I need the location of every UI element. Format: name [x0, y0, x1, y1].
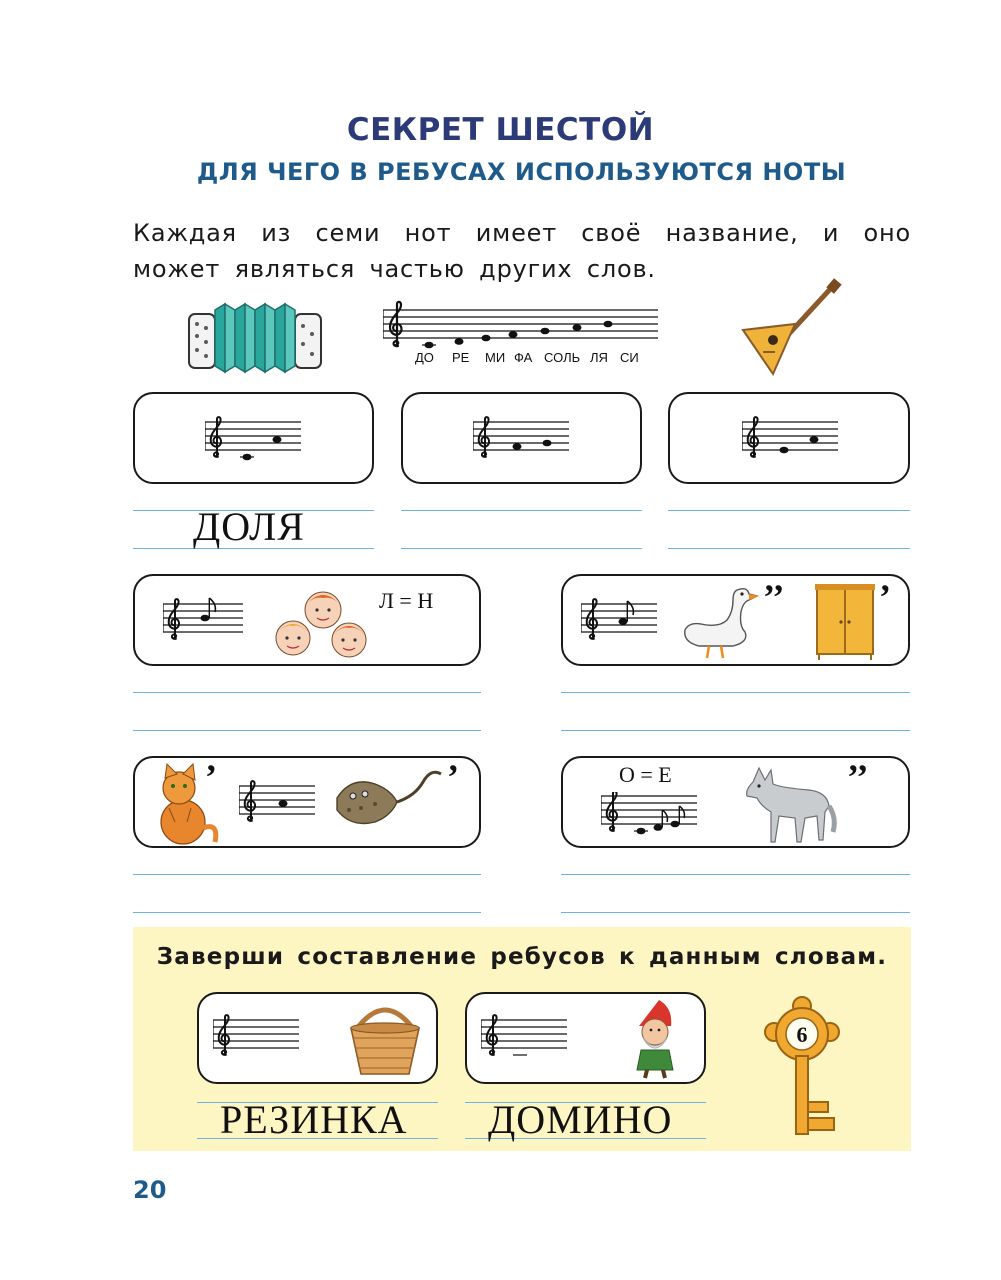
answer-line [668, 548, 910, 549]
answer-word-2: РЕЗИНКА [220, 1097, 408, 1142]
balalaika-icon [735, 278, 845, 380]
answer-line [668, 510, 910, 511]
answer-line [133, 874, 481, 875]
page-title: СЕКРЕТ ШЕСТОЙ [346, 112, 655, 148]
task-box-2 [465, 992, 706, 1084]
answer-line [561, 912, 910, 913]
puzzle-box-6 [133, 756, 481, 848]
staff [581, 596, 661, 646]
page-subtitle: ДЛЯ ЧЕГО В РЕБУСАХ ИСПОЛЬЗУЮТСЯ НОТЫ [196, 158, 847, 186]
comma-mark: ’’ [847, 757, 869, 797]
staff [163, 596, 247, 646]
gnome-icon [617, 998, 693, 1082]
note-name: ФА [514, 350, 533, 365]
staff [601, 792, 701, 842]
key-icon [760, 994, 850, 1138]
accordion-icon [185, 300, 325, 380]
note-name: ЛЯ [590, 350, 608, 365]
children-icon [273, 580, 373, 664]
note-name: ДО [415, 350, 434, 365]
staff [742, 414, 842, 464]
wardrobe-icon [813, 582, 877, 662]
note-name: РЕ [452, 350, 470, 365]
scale-staff [383, 300, 663, 350]
note-name: СИ [620, 350, 639, 365]
puzzle-box-7 [561, 756, 910, 848]
staff [481, 1012, 571, 1062]
staff [205, 414, 305, 464]
staff [213, 1012, 303, 1062]
note-name: МИ [485, 350, 506, 365]
comma-mark: ’ [447, 757, 459, 797]
substitution-text: О = Е [619, 762, 672, 787]
answer-line [133, 912, 481, 913]
stingray-icon [331, 762, 447, 846]
intro-text: Каждая из семи нот имеет своё название, и оно может являться частью других слов. [133, 219, 911, 283]
substitution-text: Л = Н [379, 588, 434, 613]
answer-word-3: ДОМИНО [488, 1097, 673, 1142]
comma-mark: ’ [205, 757, 217, 797]
comma-mark: ’’ [763, 577, 785, 617]
puzzle-box-4 [133, 574, 481, 666]
note-name: СОЛЬ [544, 350, 581, 365]
basket-icon [345, 1000, 425, 1080]
note-names [415, 350, 645, 368]
goose-icon [679, 582, 763, 662]
answer-word-1: ДОЛЯ [193, 504, 305, 549]
answer-line [133, 730, 481, 731]
puzzle-box-5 [561, 574, 910, 666]
answer-line [133, 692, 481, 693]
task-instruction: Заверши составление ребусов к данным словам. [156, 944, 888, 970]
answer-line [561, 874, 910, 875]
puzzle-box-2 [401, 392, 642, 484]
puzzle-box-3 [668, 392, 910, 484]
task-box-1 [197, 992, 438, 1084]
answer-line [401, 510, 642, 511]
staff [473, 414, 573, 464]
answer-line [561, 692, 910, 693]
answer-line [401, 548, 642, 549]
wolf-icon [739, 762, 839, 846]
answer-line [561, 730, 910, 731]
comma-mark: ’ [879, 577, 891, 617]
key-number: 6 [796, 1022, 808, 1047]
puzzle-box-1 [133, 392, 374, 484]
page-number: 20 [133, 1176, 167, 1204]
staff [239, 778, 319, 828]
